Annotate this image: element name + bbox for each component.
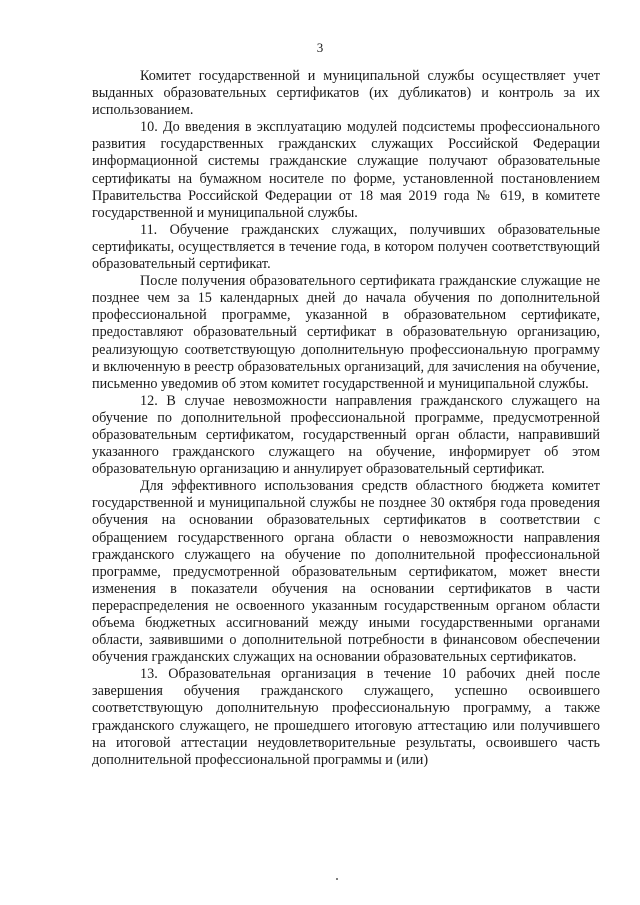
paragraph-13: 13. Образовательная организация в течение 10 рабочих дней после завершения обучения гражданского служащего, успешно освоившего соответствующую дополнительную профессиональную программу, а также гражданского служащего, не прошедшего итоговую аттестацию или получившего на итоговой аттестации неудовлетворительные результаты, освоившего часть дополнительной профессиональной программы и (или) bbox=[92, 666, 600, 768]
paragraph-12: 12. В случае невозможности направления гражданского служащего на обучение по дополнительной профессиональной программе, предусмотренной образовательным сертификатом, государственный орган области, направивший указанного гражданского служащего на обучение, информирует об этом образовательную организацию и аннулирует образовательный сертификат. bbox=[92, 392, 600, 478]
page-number: 3 bbox=[316, 40, 324, 55]
scan-speck bbox=[336, 878, 338, 880]
paragraph-10: 10. До введения в эксплуатацию модулей подсистемы профессионального развития государственных гражданских служащих Российской Федерации информационной системы гражданские служащие получают образовательные сертификаты на бумажном носителе по форме, установленной постановлением Правительства Российской Федерации от 18 мая 2019 года № 619, в комитете государственной и муниципальной службы. bbox=[92, 119, 600, 221]
document-body bbox=[92, 68, 600, 769]
paragraph-12-continued: Для эффективного использования средств областного бюджета комитет государственной и муниципальной службы не позднее 30 октября года проведения обучения на основании образовательных сертификатов в соответствии с обращением государственного органа области о невозможности направления гражданского служащего на обучение по дополнительной профессиональной программе, предусмотренной образовательным сертификатом, может внести изменения в показатели обучения на основании сертификатов в части перераспределения не освоенного указанным государственным органом области объема бюджетных ассигнований между иными государственными органами области, заявившими о дополнительной потребности в финансовом обеспечении обучения гражданских служащих на основании образовательных сертификатов. bbox=[92, 478, 600, 666]
paragraph-11-continued: После получения образовательного сертификата гражданские служащие не позднее чем за 15 календарных дней до начала обучения по дополнительной профессиональной программе, указанной в образовательном сертификате, предоставляют образовательный сертификат в образовательную организацию, реализующую соответствующую дополнительную профессиональную программу и включенную в реестр образовательных организаций, для зачисления на обучение, письменно уведомив об этом комитет государственной и муниципальной службы. bbox=[92, 273, 600, 392]
paragraph-accounting: Комитет государственной и муниципальной службы осуществляет учет выданных образовательных сертификатов (их дубликатов) и контроль за их использованием. bbox=[92, 68, 600, 119]
paragraph-11: 11. Обучение гражданских служащих, получивших образовательные сертификаты, осуществляется в течение года, в котором получен соответствующий образовательный сертификат. bbox=[92, 221, 600, 273]
